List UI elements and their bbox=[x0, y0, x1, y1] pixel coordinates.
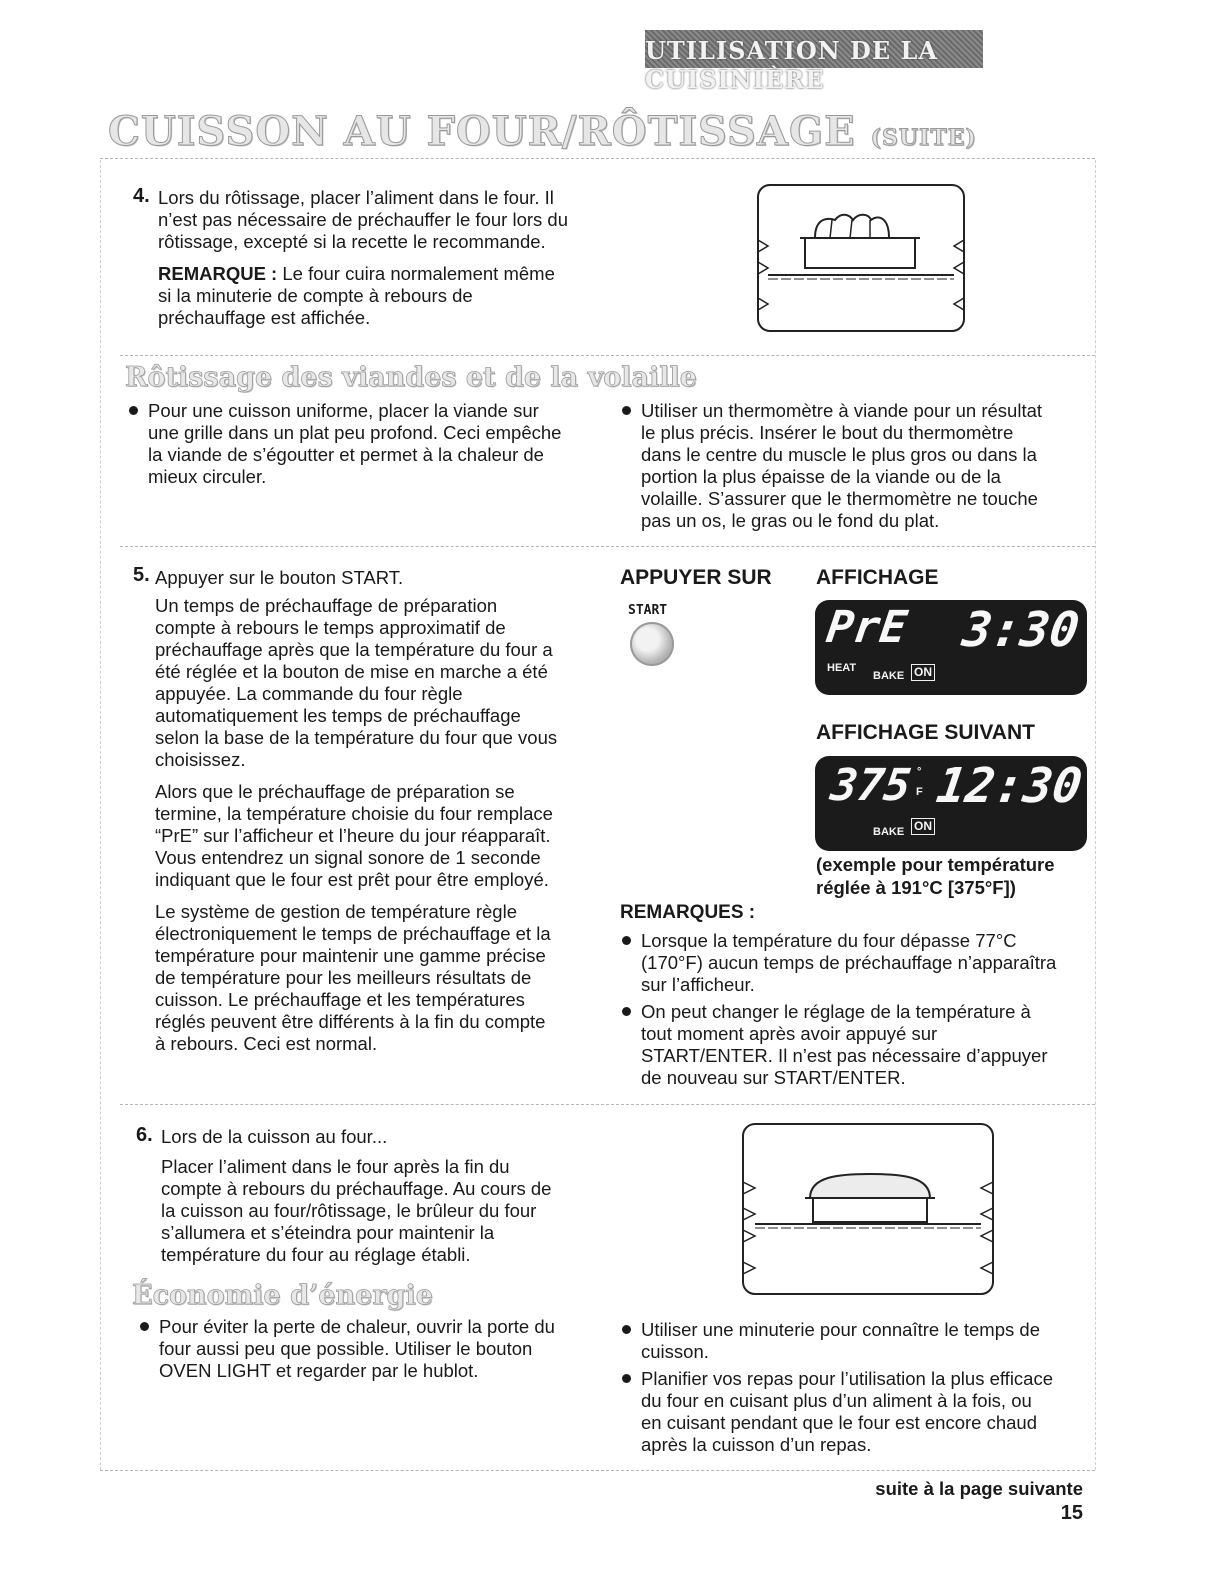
text-line: du four en cuisant plus d’un aliment à la fois, ou bbox=[641, 1390, 1032, 1411]
bullet-icon bbox=[140, 1322, 149, 1331]
text-line: électroniquement le temps de préchauffage et la bbox=[155, 923, 551, 944]
oven-baking-illustration bbox=[735, 1120, 1000, 1300]
section-banner bbox=[645, 30, 983, 94]
note-label: REMARQUE : bbox=[158, 263, 278, 284]
bullet-icon bbox=[622, 1007, 631, 1016]
display-time: 3:30 bbox=[959, 602, 1083, 658]
heat-indicator: HEAT bbox=[827, 662, 857, 674]
text-line: si la minuterie de compte à rebours de bbox=[158, 285, 473, 306]
display-caption bbox=[816, 853, 1055, 899]
text-line: sur l’afficheur. bbox=[641, 974, 755, 995]
list-item bbox=[622, 930, 1092, 996]
text-line: compte à rebours du préchauffage. Au cours de bbox=[161, 1178, 552, 1199]
oven-display-ready bbox=[815, 756, 1087, 851]
text-line: (170°F) aucun temps de préchauffage n’apparaîtra bbox=[641, 952, 1057, 973]
text-line: de température pour les meilleurs résultats de bbox=[155, 967, 532, 988]
text-line: température du four au réglage établi. bbox=[161, 1244, 471, 1265]
right-border bbox=[1095, 160, 1096, 1470]
on-indicator: ON bbox=[911, 664, 935, 681]
bullet-icon bbox=[622, 936, 631, 945]
divider bbox=[120, 546, 1095, 547]
text-line: appuyée. La commande du four règle bbox=[155, 683, 463, 704]
text-line: une grille dans un plat peu profond. Ceci empêche bbox=[148, 422, 562, 443]
oven-roasting-illustration bbox=[750, 180, 972, 340]
text-line: Planifier vos repas pour l’utilisation la plus efficace bbox=[641, 1368, 1054, 1389]
display-mode: PrE bbox=[823, 602, 911, 653]
start-label: START bbox=[628, 603, 668, 618]
text-line: Pour une cuisson uniforme, placer la viande sur bbox=[148, 400, 539, 421]
divider bbox=[100, 1470, 1095, 1471]
text-line: selon la base de la température du four que vous bbox=[155, 727, 558, 748]
press-header: APPUYER SUR bbox=[620, 566, 772, 589]
text-line: le plus précis. Insérer le bout du thermomètre bbox=[641, 422, 1014, 443]
bullet-icon bbox=[622, 1325, 631, 1334]
step-5-number: 5. bbox=[133, 564, 150, 586]
bullet-icon bbox=[622, 406, 631, 415]
text-line: choisissez. bbox=[155, 749, 246, 770]
text-line: température pour maintenir une gamme précise bbox=[155, 945, 546, 966]
text-line: compte à rebours le temps approximatif de bbox=[155, 617, 506, 638]
on-indicator: ON bbox=[911, 818, 935, 835]
page-number: 15 bbox=[1060, 1502, 1083, 1524]
list-item bbox=[622, 400, 1092, 532]
list-item bbox=[622, 1001, 1092, 1089]
page-title bbox=[108, 108, 977, 155]
list-item bbox=[622, 1319, 1092, 1363]
text-line: cuisson. Le préchauffage et les températures bbox=[155, 989, 525, 1010]
text-line: dans le centre du muscle le plus gros ou dans la bbox=[641, 444, 1037, 465]
page-title-text: CUISSON AU FOUR/RÔTISSAGE bbox=[108, 108, 856, 155]
display-temperature: 375 bbox=[827, 760, 915, 811]
energy-heading: Économie d’énergie bbox=[132, 1280, 433, 1311]
text-line: On peut changer le réglage de la température à bbox=[641, 1001, 1031, 1022]
step-6-intro: Lors de la cuisson au four... bbox=[161, 1126, 388, 1147]
continued-note: suite à la page suivante bbox=[875, 1478, 1083, 1499]
step-5-text bbox=[155, 567, 605, 1055]
text-line: réglée à 191°C [375°F]) bbox=[816, 877, 1016, 898]
start-button[interactable] bbox=[630, 622, 674, 666]
page-title-suffix: (SUITE) bbox=[870, 125, 977, 151]
roasting-heading: Rôtissage des viandes et de la volaille bbox=[125, 362, 697, 393]
step-4-note bbox=[158, 263, 618, 285]
text-line: Utiliser une minuterie pour connaître le temps de bbox=[641, 1319, 1040, 1340]
text-line: rôtissage, excepté si la recette le recommande. bbox=[158, 231, 546, 252]
text-line: réglés peuvent être différents à la fin du compte bbox=[155, 1011, 546, 1032]
text-line: été réglée et la bouton de mise en marche a été bbox=[155, 661, 548, 682]
text-line: termine, la température choisie du four remplace bbox=[155, 803, 553, 824]
text-line: Lors du rôtissage, placer l’aliment dans le four. Il bbox=[158, 187, 554, 208]
text-line: Le four cuira normalement même bbox=[277, 263, 555, 284]
step-6-text bbox=[161, 1126, 601, 1266]
text-line: Un temps de préchauffage de préparation bbox=[155, 595, 498, 616]
list-item bbox=[140, 1316, 610, 1382]
text-line: START/ENTER. Il n’est pas nécessaire d’appuyer bbox=[641, 1045, 1048, 1066]
text-line: “PrE” sur l’afficheur et l’heure du jour réapparaît. bbox=[155, 825, 551, 846]
bullet-icon bbox=[622, 1374, 631, 1383]
text-line: Utiliser un thermomètre à viande pour un résultat bbox=[641, 400, 1043, 421]
text-line: de nouveau sur START/ENTER. bbox=[641, 1067, 906, 1088]
text-line: cuisson. bbox=[641, 1341, 709, 1362]
divider bbox=[100, 158, 1095, 159]
list-item bbox=[622, 1368, 1092, 1456]
text-line: Alors que le préchauffage de préparation se bbox=[155, 781, 515, 802]
text-line: préchauffage est affichée. bbox=[158, 307, 371, 328]
text-line: portion la plus épaisse de la viande ou de la bbox=[641, 466, 1001, 487]
unit-indicator: F bbox=[916, 786, 923, 798]
divider bbox=[120, 355, 1095, 356]
text-line: pas un os, le gras ou le fond du plat. bbox=[641, 510, 940, 531]
text-line: Lorsque la température du four dépasse 77°C bbox=[641, 930, 1017, 951]
text-line: (exemple pour température bbox=[816, 854, 1055, 875]
text-line: mieux circuler. bbox=[148, 466, 267, 487]
bullet-icon bbox=[129, 406, 138, 415]
text-line: tout moment après avoir appuyé sur bbox=[641, 1023, 938, 1044]
text-line: à rebours. Ceci est normal. bbox=[155, 1033, 378, 1054]
display-time: 12:30 bbox=[933, 758, 1086, 814]
text-line: volaille. S’assurer que le thermomètre ne touche bbox=[641, 488, 1038, 509]
text-line: Placer l’aliment dans le four après la fin du bbox=[161, 1156, 510, 1177]
text-line: Le système de gestion de température règle bbox=[155, 901, 517, 922]
oven-display-preheat bbox=[815, 600, 1087, 695]
next-display-header: AFFICHAGE SUIVANT bbox=[816, 721, 1035, 744]
left-border bbox=[100, 160, 101, 1470]
text-line: OVEN LIGHT et regarder par le hublot. bbox=[159, 1360, 479, 1381]
text-line: Pour éviter la perte de chaleur, ouvrir la porte du bbox=[159, 1316, 555, 1337]
text-line: automatiquement les temps de préchauffage bbox=[155, 705, 521, 726]
degree-symbol: ° bbox=[917, 766, 922, 778]
text-line: n’est pas nécessaire de préchauffer le four lors du bbox=[158, 209, 568, 230]
display-header: AFFICHAGE bbox=[816, 566, 939, 589]
step-4-text bbox=[158, 187, 618, 329]
text-line: préchauffage après que la température du four a bbox=[155, 639, 553, 660]
text-line: s’allumera et s’éteindra pour maintenir la bbox=[161, 1222, 495, 1243]
divider bbox=[120, 1104, 1095, 1105]
text-line: la cuisson au four/rôtissage, le brûleur du four bbox=[161, 1200, 537, 1221]
remarks-label: REMARQUES : bbox=[620, 902, 756, 923]
text-line: en cuisant pendant que le four est encore chaud bbox=[641, 1412, 1037, 1433]
text-line: Vous entendrez un signal sonore de 1 seconde bbox=[155, 847, 541, 868]
text-line: indiquant que le four est prêt pour être employé. bbox=[155, 869, 549, 890]
text-line: four aussi peu que possible. Utiliser le bouton bbox=[159, 1338, 533, 1359]
section-label: UTILISATION DE LA CUISINIÈRE bbox=[645, 36, 938, 94]
step-4-number: 4. bbox=[133, 185, 150, 207]
bake-indicator: BAKE bbox=[873, 826, 905, 838]
text-line: après la cuisson d’un repas. bbox=[641, 1434, 872, 1455]
list-item bbox=[129, 400, 609, 488]
step-6-number: 6. bbox=[136, 1124, 153, 1146]
bake-indicator: BAKE bbox=[873, 670, 905, 682]
text-line: la viande de s’égoutter et permet à la chaleur de bbox=[148, 444, 544, 465]
step-5-intro: Appuyer sur le bouton START. bbox=[155, 567, 404, 588]
